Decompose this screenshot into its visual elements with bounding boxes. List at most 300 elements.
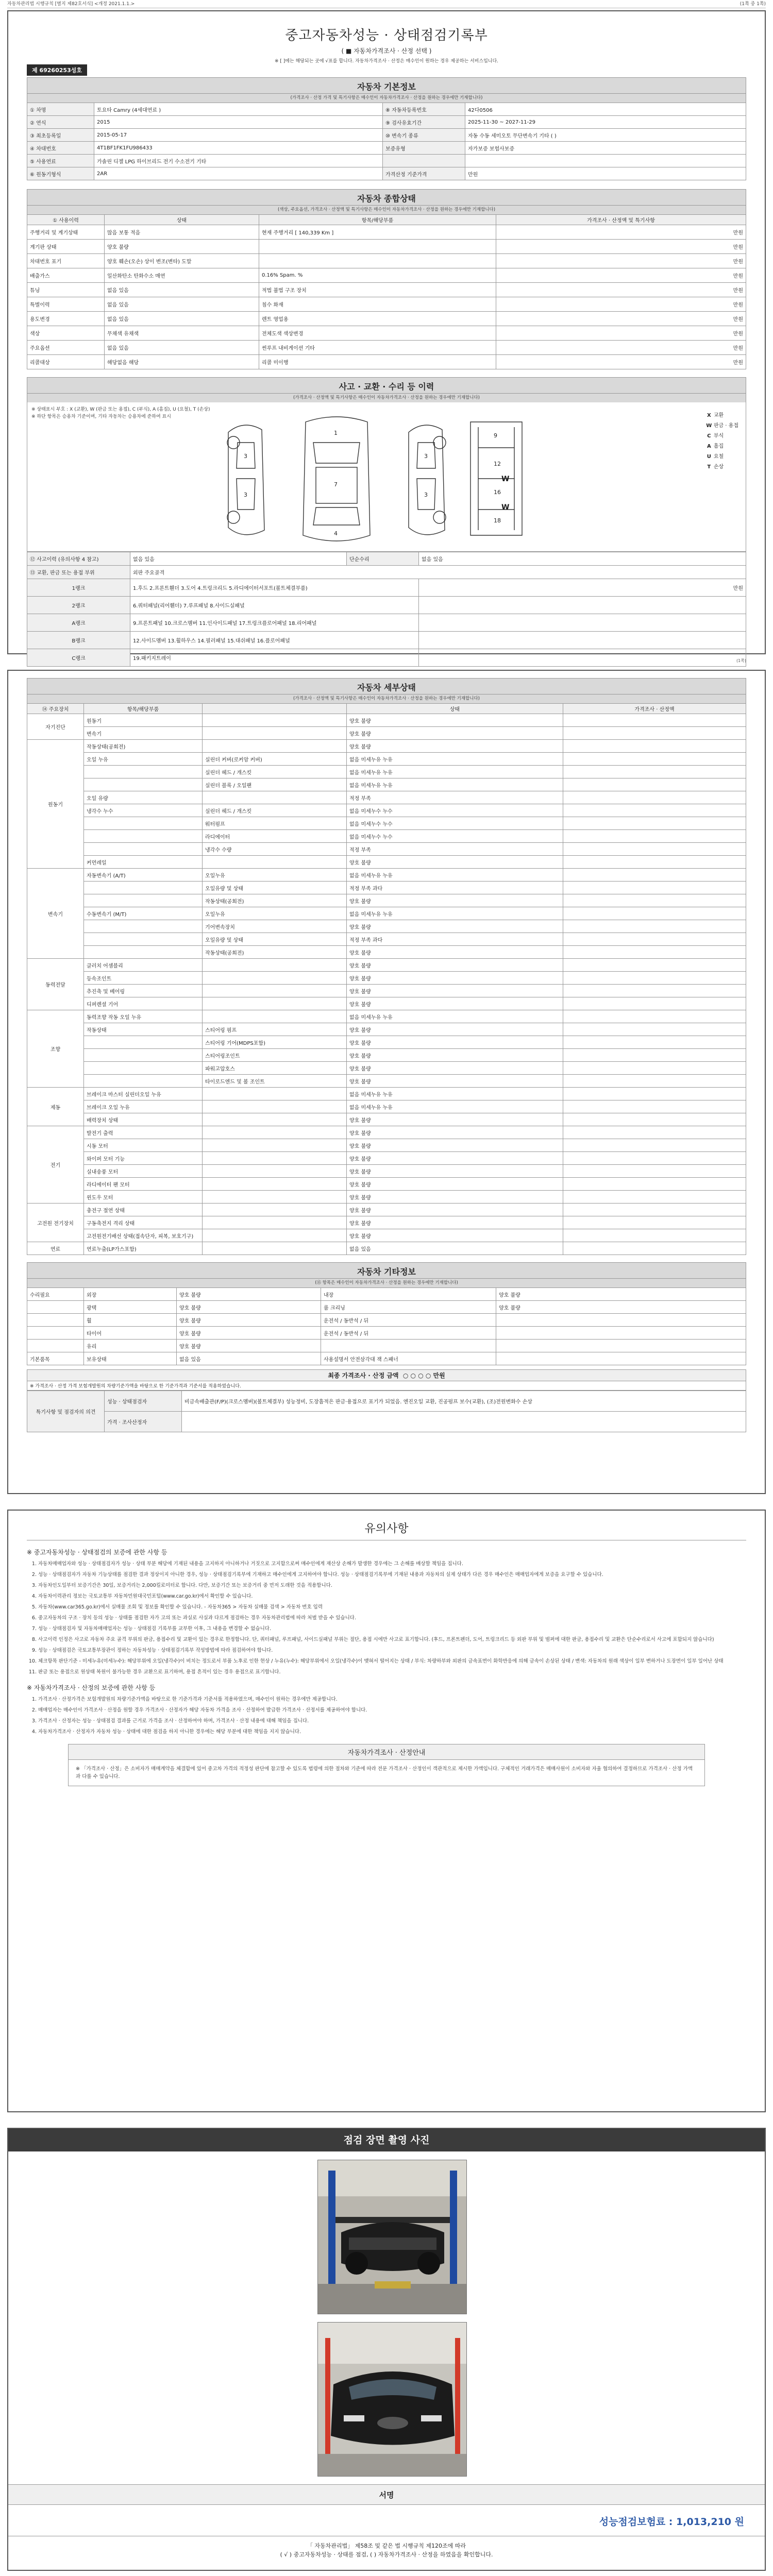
legend-item <box>704 462 738 472</box>
detail-status: 양호 불량 <box>347 856 563 869</box>
legend-item <box>704 452 738 462</box>
other-group <box>27 1314 84 1327</box>
detail-part <box>203 1216 347 1229</box>
summary-item-label: 주요옵션 <box>27 341 105 355</box>
detail-part: 타이로드엔드 및 볼 조인트 <box>203 1075 347 1088</box>
detail-price <box>563 869 746 882</box>
detail-price <box>563 946 746 959</box>
detail-price <box>563 1036 746 1049</box>
form-reference: 자동차관리법 시행규칙 [별지 제82호서식] <개정 2021.1.1.> <box>7 2 135 7</box>
detail-item: 커먼레일 <box>84 856 203 869</box>
other-status: 양호 불량 <box>177 1314 321 1327</box>
detail-price <box>563 907 746 920</box>
summary-item-label: 차대번호 표기 <box>27 254 105 268</box>
special-notes-table <box>27 1391 746 1432</box>
summary-price: 만원 <box>496 297 746 312</box>
summary-detail: 리콜 미이행 <box>259 355 496 369</box>
basic-info-row <box>27 129 746 142</box>
basic-info-value: 2AR <box>94 167 383 180</box>
detail-item: 실내송풍 모터 <box>84 1165 203 1178</box>
detail-item <box>84 894 203 907</box>
summary-price: 만원 <box>496 283 746 297</box>
detail-row <box>27 869 746 882</box>
notice-item: 3. 자동차인도일부터 보증기간은 30일, 보증거리는 2,000킬로미터로 합니다. 다만, 보증기간 또는 보증거리 중 먼저 도래한 것을 적용합니다. <box>38 1582 746 1589</box>
detail-part: 실린더 헤드 / 개스킷 <box>203 804 347 817</box>
rank-price <box>419 597 746 614</box>
document-header <box>27 25 746 64</box>
special-note-row <box>27 1391 746 1412</box>
detail-part: 실린더 커버(로커암 커버) <box>203 753 347 766</box>
summary-price: 만원 <box>496 312 746 326</box>
basic-info-row <box>27 103 746 116</box>
detail-status: 없음 미세누유 누유 <box>347 753 563 766</box>
insurance-fee-value: 1,013,210 원 <box>676 2516 744 2528</box>
rank-price <box>419 632 746 649</box>
detail-row <box>27 753 746 766</box>
detail-price <box>563 830 746 843</box>
other-item-2: 운전석 / 동반석 / 뒤 <box>321 1327 496 1340</box>
detail-row <box>27 933 746 946</box>
footer-line-2: ( √ ) 중고자동차성능 · 상태를 점검, ( ) 자동차가격조사 · 산정을 하였음을 확인합니다. <box>280 2551 493 2558</box>
insurance-fee <box>599 2514 744 2528</box>
basic-info-label: 가격산정 기준가격 <box>383 167 465 180</box>
detail-price <box>563 1062 746 1075</box>
detail-row <box>27 1165 746 1178</box>
other-item-2 <box>321 1340 496 1352</box>
detail-part <box>203 1010 347 1023</box>
summary-header-cell: 상태 <box>105 215 259 225</box>
detail-item: 충전구 절연 상태 <box>84 1204 203 1216</box>
detail-part: 작동상태(공회전) <box>203 894 347 907</box>
detail-row <box>27 1088 746 1100</box>
svg-text:3: 3 <box>424 453 428 460</box>
basic-info-value: 자동 수동 세미오토 무단변속기 기타 ( ) <box>465 129 746 142</box>
other-status: 양호 불량 <box>177 1340 321 1352</box>
svg-text:4: 4 <box>334 530 338 537</box>
detail-status: 양호 불량 <box>347 1036 563 1049</box>
detail-status: 적정 부족 <box>347 843 563 856</box>
detail-status: 없음 미세누수 누수 <box>347 830 563 843</box>
detail-item: 윈도우 모터 <box>84 1191 203 1204</box>
other-item-2: 사용설명서 안전삼각대 잭 스패너 <box>321 1352 496 1365</box>
detail-status: 양호 불량 <box>347 997 563 1010</box>
page-count: (1쪽 중 1쪽) <box>740 2 766 7</box>
notice-list-2 <box>38 1696 746 1736</box>
summary-status: 없음 있음 <box>105 341 259 355</box>
notice-item: 9. 성능 · 상태점검은 국토교통부장관이 정하는 자동차성능 · 상태점검기록부 작성방법에 따라 점검하여야 합니다. <box>38 1647 746 1654</box>
summary-row <box>27 268 746 283</box>
outer-part-options: 외판 주요골격 <box>130 566 746 579</box>
detail-status: 양호 불량 <box>347 1062 563 1075</box>
detail-status: 없음 미세누수 누수 <box>347 804 563 817</box>
detail-status: 양호 불량 <box>347 1229 563 1242</box>
notice-item: 1. 가격조사 · 산정가격은 보험개발원의 차량기준가액을 바탕으로 한 기준가격과 기준서를 적용하였으며, 매수인이 원하는 경우에만 제공합니다. <box>38 1696 746 1703</box>
detail-item: 냉각수 누수 <box>84 804 203 817</box>
detail-row <box>27 1075 746 1088</box>
summary-item-label: 계기판 상태 <box>27 240 105 254</box>
other-status-2: 양호 불량 <box>496 1301 746 1314</box>
detail-row <box>27 804 746 817</box>
summary-item-label: 주행거리 및 계기상태 <box>27 225 105 240</box>
rank-label: C랭크 <box>27 649 130 667</box>
detail-part <box>203 1242 347 1255</box>
rank-row <box>27 649 746 667</box>
notice-item: 2. 성능 · 상태점검자가 자동차 기능상태를 점검한 결과 정상이지 아니한 경우, 성능 · 상태점검기록부에 기재하고 매수인에게 고지하여야 합니다. 성능 · 상태점검기록부에 기재된 내용과 자동차의 실제 상태가 다른 경우 매수인은 매매업자에게 보증을 요구할 수 있습니다. <box>38 1571 746 1579</box>
detail-item <box>84 778 203 791</box>
other-info-row <box>27 1340 746 1352</box>
document-number: 제 69260253성호 <box>27 64 87 76</box>
summary-header-cell: ① 사용이력 <box>27 215 105 225</box>
detail-status: 양호 불량 <box>347 1049 563 1062</box>
notice-item: 3. 가격조사 · 산정자는 성능 · 상태점검 결과를 근거로 가격을 조사 · 산정하여야 하며, 가격조사 · 산정 내용에 대해 책임을 집니다. <box>38 1718 746 1725</box>
detail-group: 동력전달 <box>27 959 84 1010</box>
summary-price: 만원 <box>496 225 746 240</box>
summary-price: 만원 <box>496 240 746 254</box>
detail-item <box>84 1075 203 1088</box>
detail-price <box>563 1191 746 1204</box>
detail-item <box>84 920 203 933</box>
detail-row <box>27 920 746 933</box>
summary-item-label: 특별이력 <box>27 297 105 312</box>
detail-part <box>203 1139 347 1152</box>
basic-info-value: 42다0506 <box>465 103 746 116</box>
summary-item-label: 리콜대상 <box>27 355 105 369</box>
outer-part-row <box>27 566 746 579</box>
detail-price <box>563 1204 746 1216</box>
detail-status: 적정 부족 <box>347 791 563 804</box>
accident-symbol-note: ※ 상태표시 부호 : X (교환), W (판금 또는 용접), C (부식), A (흠집), U (요철), T (손상) <box>31 407 210 412</box>
detail-group: 연료 <box>27 1242 84 1255</box>
detail-item: 브레이크 마스터 실린더오일 누유 <box>84 1088 203 1100</box>
detail-row <box>27 959 746 972</box>
detail-status: 양호 불량 <box>347 894 563 907</box>
detail-row <box>27 1204 746 1216</box>
special-note-label: 특기사항 및 점검자의 의견 <box>27 1391 105 1432</box>
summary-price: 만원 <box>496 254 746 268</box>
detail-part: 스티어링 펌프 <box>203 1023 347 1036</box>
detail-item <box>84 843 203 856</box>
accident-diagram <box>27 402 746 552</box>
basic-info-value: 2015 <box>94 116 383 129</box>
detail-price <box>563 778 746 791</box>
detail-price <box>563 985 746 997</box>
summary-header-cell: 항목/해당부품 <box>259 215 496 225</box>
summary-item-label: 배출가스 <box>27 268 105 283</box>
detail-part: 오일유량 및 상태 <box>203 882 347 894</box>
summary-row <box>27 240 746 254</box>
detail-item <box>84 882 203 894</box>
detail-part <box>203 1178 347 1191</box>
legend-text: 판금 · 용접 <box>713 423 738 429</box>
summary-row <box>27 341 746 355</box>
detail-item: 고전원전기배선 상태(접속단자, 피복, 보호기구) <box>84 1229 203 1242</box>
detail-part: 기어변속장치 <box>203 920 347 933</box>
detail-item: 작동상태(공회전) <box>84 740 203 753</box>
basic-info-row <box>27 116 746 129</box>
rank-row <box>27 597 746 614</box>
summary-header-cell: 가격조사 · 산정액 및 특기사항 <box>496 215 746 225</box>
accident-title: 사고 · 교환 · 수리 등 이력 <box>27 377 746 394</box>
other-status-2 <box>496 1352 746 1365</box>
rank-parts: 1.후드 2.프론트휀더 3.도어 4.트렁크리드 5.라디에이터서포트(볼트체결부품) <box>130 579 419 597</box>
detail-price <box>563 1139 746 1152</box>
notice-item: 8. 사고이력 인정은 사고로 자동차 주요 골격 부위의 판금, 용접수리 및 교환이 있는 경우로 한정합니다. 단, 쿼터패널, 루프패널, 사이드실패널 부위는 절단, 용접 시에만 사고로 표기합니다. (후드, 프론트펜더, 도어, 트렁크리드 등 외판 부위 및 범퍼에 대한 판금, 용접수리 및 교환은 단순수리로서 사고에 포함되지 않습니다) <box>38 1636 746 1643</box>
detail-group: 고전원 전기장치 <box>27 1204 84 1242</box>
special-note-role: 가격 · 조사산정자 <box>105 1412 182 1432</box>
detail-status: 없음 미세누유 누유 <box>347 869 563 882</box>
legend-mark: W <box>706 423 712 429</box>
summary-detail: 침수 화재 <box>259 297 496 312</box>
summary-status: 무채색 유채색 <box>105 326 259 341</box>
detail-part <box>203 1100 347 1113</box>
svg-text:3: 3 <box>244 453 247 460</box>
detail-price <box>563 1088 746 1100</box>
detail-item <box>84 1036 203 1049</box>
summary-row <box>27 225 746 240</box>
other-item: 휠 <box>84 1314 177 1327</box>
rank-label: 2랭크 <box>27 597 130 614</box>
basic-info-label: ③ 최초등록일 <box>27 129 94 142</box>
svg-text:W: W <box>501 503 510 512</box>
price-guide-box <box>68 1744 705 1786</box>
detail-row <box>27 1036 746 1049</box>
detail-item: 연료누출(LP가스포함) <box>84 1242 203 1255</box>
detail-header-row <box>27 704 746 714</box>
detail-row <box>27 985 746 997</box>
detail-part: 오일유량 및 상태 <box>203 933 347 946</box>
detail-status: 양호 불량 <box>347 740 563 753</box>
detail-item <box>84 946 203 959</box>
summary-status: 많음 보통 적음 <box>105 225 259 240</box>
detail-status: 없음 미세누유 누유 <box>347 1010 563 1023</box>
detail-item: 와이퍼 모터 기능 <box>84 1152 203 1165</box>
other-item: 광택 <box>84 1301 177 1314</box>
summary-status: 없음 있음 <box>105 283 259 297</box>
basic-info-row <box>27 142 746 155</box>
rank-label: 1랭크 <box>27 579 130 597</box>
detail-status: 양호 불량 <box>347 1152 563 1165</box>
notice-item: 5. 자동차(www.car365.go.kr)에서 실매물 조회 및 정보를 확인할 수 있습니다. - 자동차365 > 자동차 실매물 검색 > 자동차 번호 입력 <box>38 1604 746 1611</box>
legend-text: 손상 <box>713 464 724 470</box>
summary-detail: 적법 불법 구조 장치 <box>259 283 496 297</box>
detail-group: 전기 <box>27 1126 84 1204</box>
summary-item-label: 색상 <box>27 326 105 341</box>
detail-row <box>27 1216 746 1229</box>
summary-detail <box>259 240 496 254</box>
rank-row <box>27 579 746 597</box>
other-info-row <box>27 1352 746 1365</box>
rank-price: 만원 <box>419 579 746 597</box>
detail-row <box>27 830 746 843</box>
summary-row <box>27 254 746 268</box>
detail-price <box>563 894 746 907</box>
detail-part: 오일누유 <box>203 869 347 882</box>
summary-header-row <box>27 215 746 225</box>
document-note: ※ [ ]에는 해당되는 곳에 √표를 합니다. 자동차가격조사 · 산정은 매수인이 원하는 경우 제공하는 서비스입니다. <box>274 59 499 64</box>
detail-price <box>563 882 746 894</box>
detail-part <box>203 985 347 997</box>
detail-price <box>563 817 746 830</box>
detail-row <box>27 1139 746 1152</box>
other-status-2: 양호 불량 <box>496 1288 746 1301</box>
accident-history-value: 없음 있음 <box>130 552 347 566</box>
rank-label: A랭크 <box>27 614 130 632</box>
detail-header-cell <box>203 704 347 714</box>
detail-price <box>563 1165 746 1178</box>
detail-price <box>563 1216 746 1229</box>
detail-price <box>563 740 746 753</box>
document-subtitle: ( ■ 자동차가격조사 · 산정 선택 ) <box>341 47 432 55</box>
detail-row <box>27 1242 746 1255</box>
summary-detail <box>259 254 496 268</box>
detail-item: 변속기 <box>84 727 203 740</box>
summary-detail: 0.16% Spam. % <box>259 268 496 283</box>
basic-info-value: 자가보증 보험사보증 <box>465 142 746 155</box>
svg-text:W: W <box>501 475 510 483</box>
detail-item: 추진축 및 베어링 <box>84 985 203 997</box>
inspection-photo-1 <box>317 2160 467 2314</box>
detail-part <box>203 1113 347 1126</box>
basic-info-value: 가솔린 디젤 LPG 하이브리드 전기 수소전기 기타 <box>94 155 383 167</box>
detail-header-cell: 항목/해당부품 <box>84 704 203 714</box>
detail-status: 양호 불량 <box>347 1023 563 1036</box>
detail-item: 자동변속기 (A/T) <box>84 869 203 882</box>
insurance-fee-label: 성능점검보험료 : <box>599 2516 673 2528</box>
detail-item <box>84 1049 203 1062</box>
detail-part <box>203 1165 347 1178</box>
detail-price <box>563 1113 746 1126</box>
final-price-value: ○ ○ ○ ○ 만원 <box>402 1372 445 1379</box>
legend-mark: U <box>707 454 711 460</box>
notice-item: 4. 자동차가격조사 · 산정자가 자동차 성능 · 상태에 대한 점검을 하지 아니한 경우에는 해당 부분에 대한 책임을 지지 않습니다. <box>38 1728 746 1736</box>
detail-status: 양호 불량 <box>347 1191 563 1204</box>
svg-text:3: 3 <box>244 492 247 498</box>
other-item-2: 내장 <box>321 1288 496 1301</box>
diagram-legend <box>704 411 738 472</box>
detail-part: 작동상태(공회전) <box>203 946 347 959</box>
other-info-subtitle: (⑮ 항목은 매수인이 자동차가격조사 · 산정을 원하는 경우에만 기재합니다) <box>27 1279 746 1287</box>
legend-mark: T <box>707 464 711 470</box>
notice-item: 1. 자동차매매업자와 성능 · 상태점검자가 성능 · 상태 부분 해당에 기재된 내용을 고지하지 아니하거나 거짓으로 고지함으로써 매수인에게 재산상 손해가 발생한 경우에는 그 손해를 배상할 책임을 집니다. <box>38 1561 746 1568</box>
summary-table <box>27 214 746 369</box>
detail-row <box>27 972 746 985</box>
rank-price <box>419 614 746 632</box>
detail-part <box>203 856 347 869</box>
basic-info-label: ⑩ 변속기 종류 <box>383 129 465 142</box>
inspection-photo-2 <box>317 2322 467 2477</box>
detail-price <box>563 1075 746 1088</box>
detail-status: 양호 불량 <box>347 1216 563 1229</box>
summary-status: 없음 있음 <box>105 297 259 312</box>
summary-row <box>27 283 746 297</box>
detail-item <box>84 766 203 778</box>
summary-row <box>27 297 746 312</box>
signature-bar: 서명 <box>8 2484 765 2505</box>
detail-item: 구동축전지 격리 상태 <box>84 1216 203 1229</box>
detail-group: 자기진단 <box>27 714 84 740</box>
legend-item <box>704 431 738 442</box>
summary-price: 만원 <box>496 341 746 355</box>
detail-header-cell: 가격조사 · 산정액 <box>563 704 746 714</box>
detail-item: 발전기 출력 <box>84 1126 203 1139</box>
notice-heading-2: ※ 자동차가격조사 · 산정의 보증에 관한 사항 등 <box>27 1684 156 1691</box>
detail-row <box>27 907 746 920</box>
notice-item: 7. 성능 · 상태점검자 및 자동차매매업자는 성능 · 상태점검 기록부를 교부한 이후, 그 내용을 변경할 수 없습니다. <box>38 1625 746 1633</box>
detail-group: 제동 <box>27 1088 84 1126</box>
detail-part: 스티어링 기어(MDPS포함) <box>203 1036 347 1049</box>
summary-detail: 렌트 영업용 <box>259 312 496 326</box>
detail-part <box>203 1229 347 1242</box>
detail-part: 라디에이터 <box>203 830 347 843</box>
detail-part <box>203 972 347 985</box>
detail-status: 적정 부족 과다 <box>347 882 563 894</box>
summary-row <box>27 312 746 326</box>
detail-status: 양호 불량 <box>347 920 563 933</box>
detail-status: 없음 미세누유 누유 <box>347 778 563 791</box>
legend-mark: X <box>707 413 711 418</box>
summary-item-label: 튜닝 <box>27 283 105 297</box>
other-status: 없음 있음 <box>177 1352 321 1365</box>
detail-item: 배력장치 상태 <box>84 1113 203 1126</box>
detail-row <box>27 740 746 753</box>
detail-price <box>563 1178 746 1191</box>
other-group: 기본품목 <box>27 1352 84 1365</box>
other-info-row <box>27 1327 746 1340</box>
rank-row <box>27 632 746 649</box>
rank-price <box>419 649 746 667</box>
detail-row <box>27 1229 746 1242</box>
other-item: 보유상태 <box>84 1352 177 1365</box>
basic-info-value: 4T1BF1FK1FU986433 <box>94 142 383 155</box>
detail-part <box>203 1126 347 1139</box>
detail-subtitle: (가격조사 · 산정액 및 특기사항은 매수인이 자동차가격조사 · 산정을 원하는 경우에만 기재합니다) <box>27 694 746 703</box>
basic-info-label: ② 연식 <box>27 116 94 129</box>
legend-mark: C <box>707 433 711 439</box>
detail-part <box>203 997 347 1010</box>
detail-item <box>84 933 203 946</box>
detail-price <box>563 843 746 856</box>
detail-status: 양호 불량 <box>347 1126 563 1139</box>
accident-table <box>27 552 746 667</box>
detail-status: 없음 미세누유 누유 <box>347 907 563 920</box>
detail-price <box>563 1023 746 1036</box>
detail-status: 양호 불량 <box>347 972 563 985</box>
detail-row <box>27 1113 746 1126</box>
rank-parts: 12.사이드멤버 13.휠하우스 14.필러패널 15.대쉬패널 16.플로어패널 <box>130 632 419 649</box>
detail-title: 자동차 세부상태 <box>27 678 746 694</box>
detail-price <box>563 753 746 766</box>
other-info-table <box>27 1287 746 1365</box>
legend-text: 부식 <box>713 433 724 439</box>
detail-status: 양호 불량 <box>347 985 563 997</box>
detail-part: 냉각수 수량 <box>203 843 347 856</box>
detail-status: 양호 불량 <box>347 1204 563 1216</box>
other-info-row <box>27 1314 746 1327</box>
basic-info-label: ⑧ 자동차등록번호 <box>383 103 465 116</box>
basic-info-label: ⑤ 사용연료 <box>27 155 94 167</box>
detail-row <box>27 946 746 959</box>
detail-price <box>563 997 746 1010</box>
other-info-row <box>27 1301 746 1314</box>
detail-row <box>27 766 746 778</box>
detail-row <box>27 1023 746 1036</box>
detail-price <box>563 791 746 804</box>
other-status: 양호 불량 <box>177 1301 321 1314</box>
detail-row <box>27 1010 746 1023</box>
basic-info-row <box>27 155 746 167</box>
notice-item: 6. 중고자동차의 구조 · 장치 등의 성능 · 상태를 점검한 자가 고의 또는 과실로 사실과 다르게 점검하는 경우 자동차관리법에 따라 처벌 받을 수 있습니다. <box>38 1615 746 1622</box>
detail-price <box>563 1242 746 1255</box>
